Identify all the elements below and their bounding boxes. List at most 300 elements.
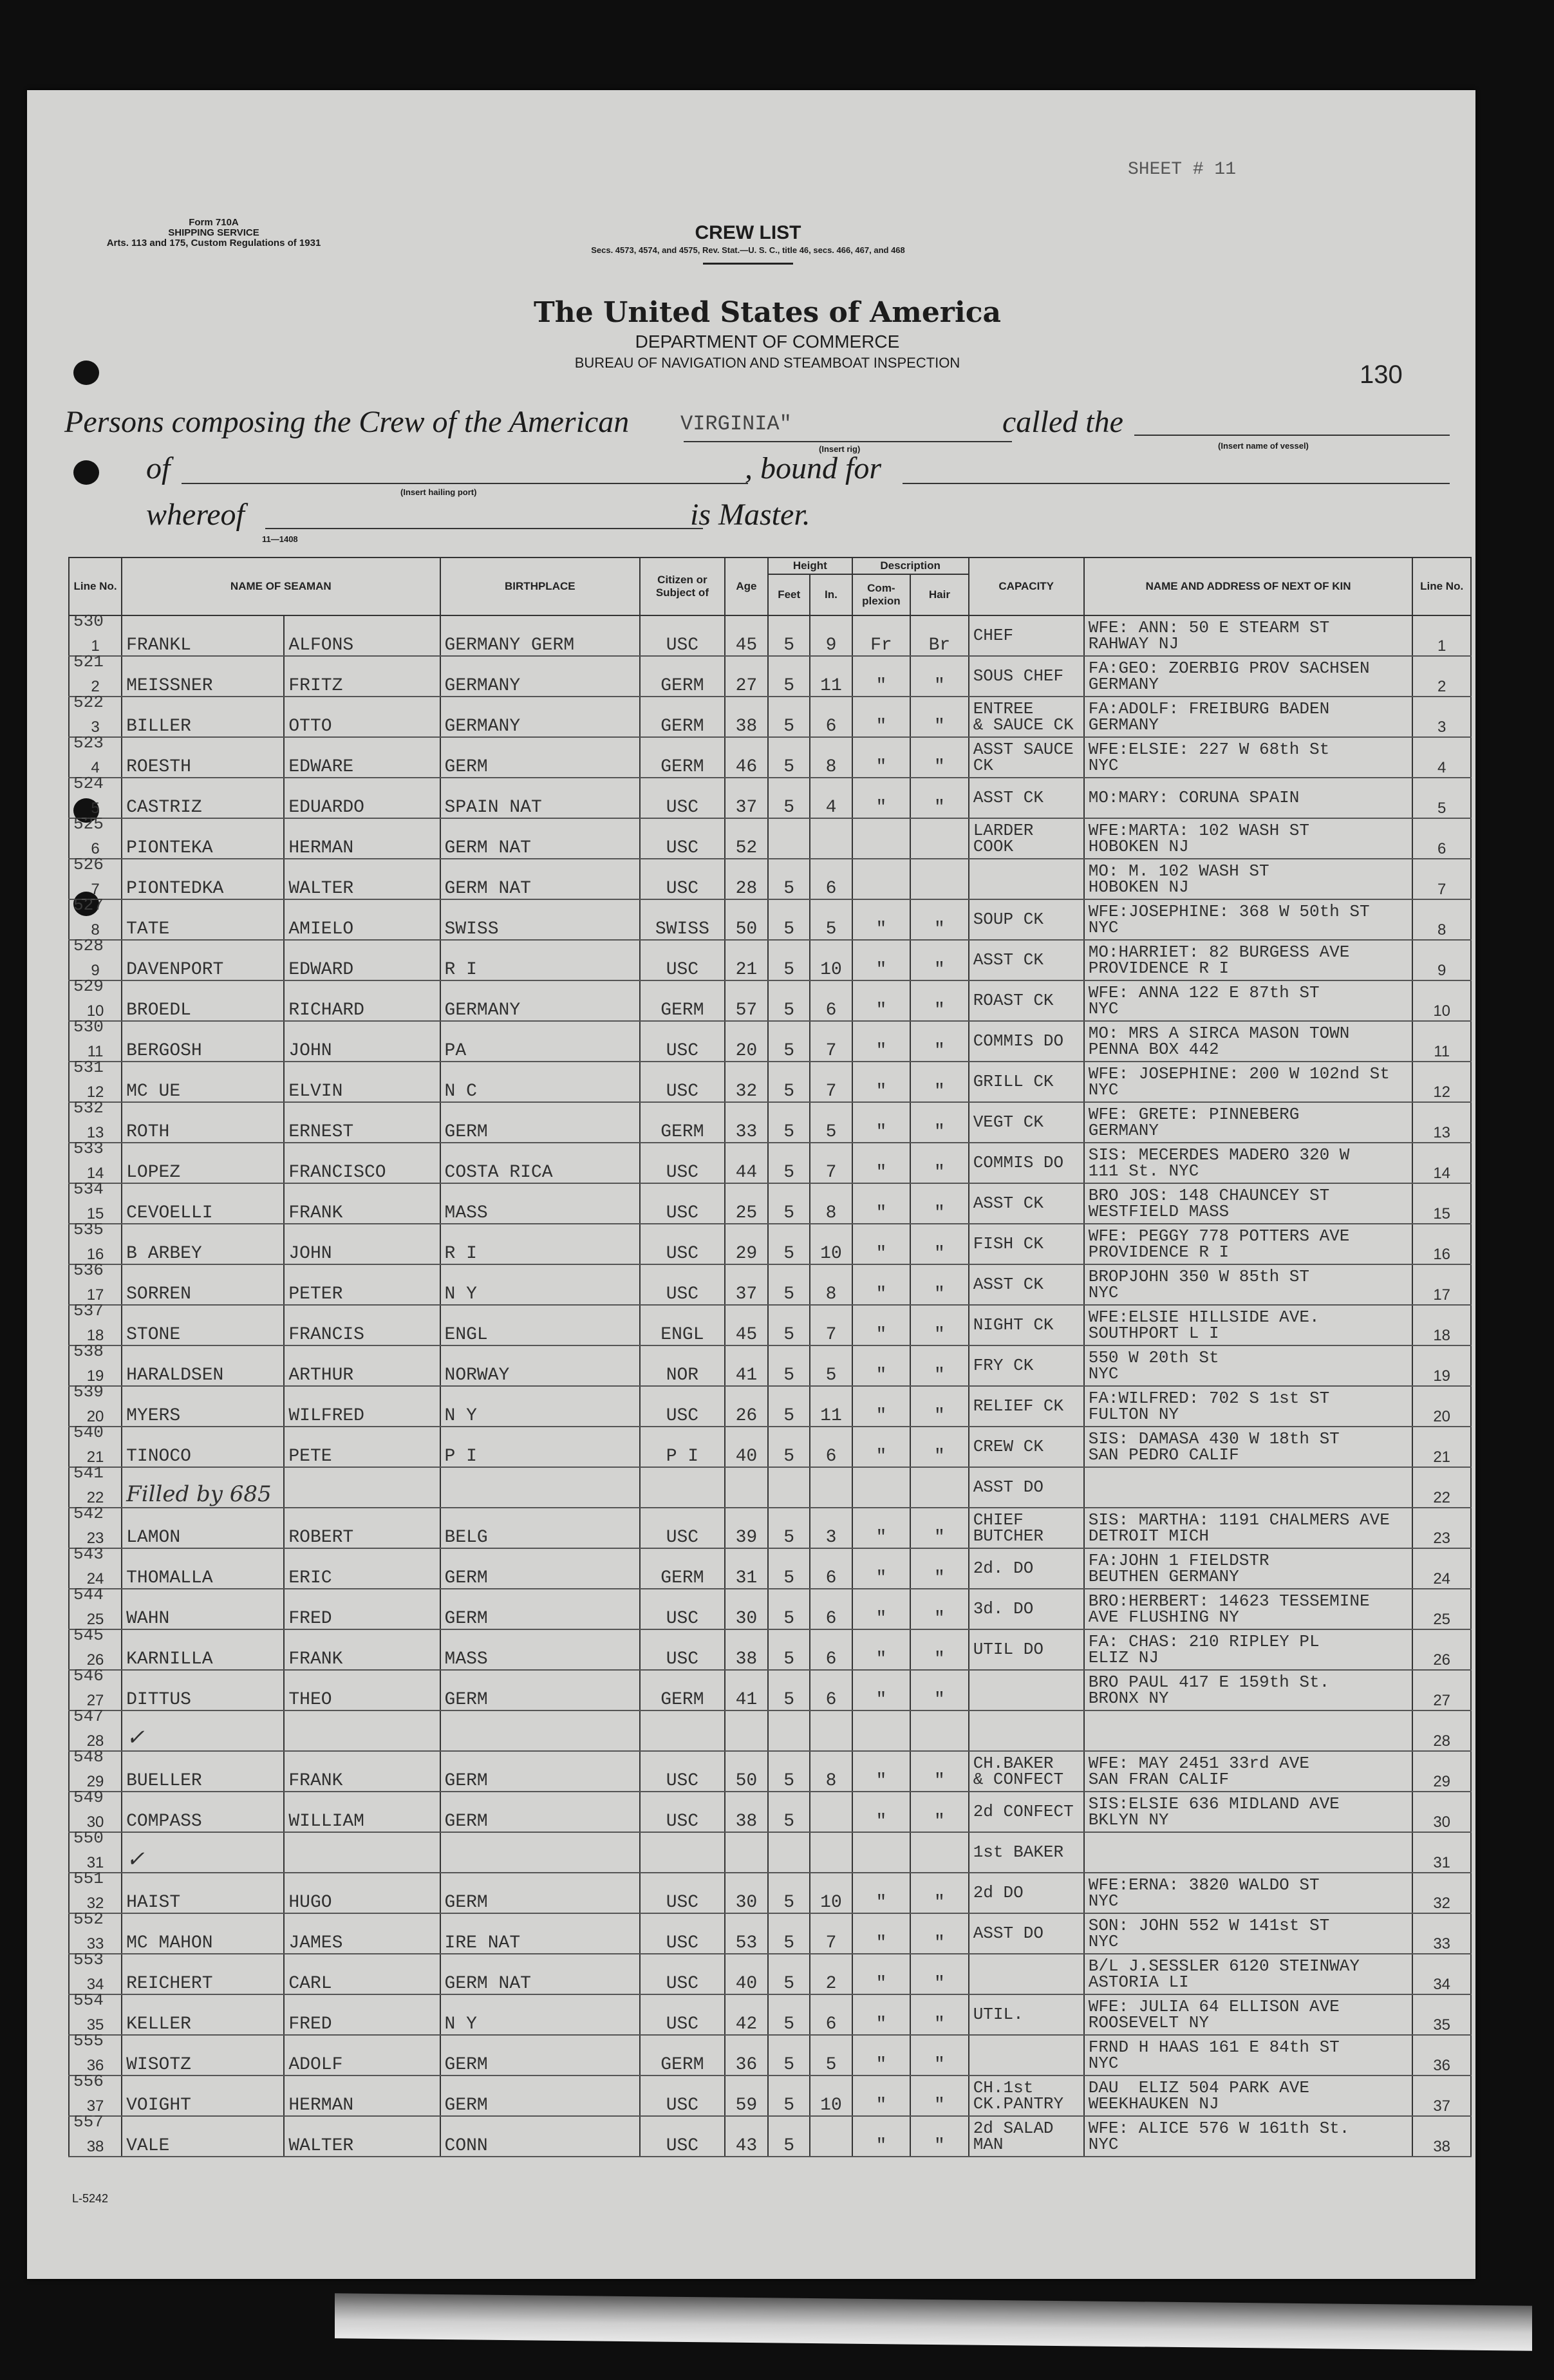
seaman-last-name: MC MAHON	[122, 1913, 284, 1954]
line-number-right: 15	[1412, 1183, 1471, 1224]
sequence-number: 534	[73, 1179, 104, 1199]
seaman-last-name: BUELLER	[122, 1751, 284, 1792]
scanner-edge	[335, 2293, 1532, 2350]
line-number-right: 22	[1412, 1467, 1471, 1508]
line-number: 25	[69, 1589, 122, 1629]
col-description: Description	[852, 558, 969, 574]
sequence-number: 557	[73, 2112, 104, 2132]
citizenship: USC	[640, 1913, 725, 1954]
line-number-right: 7	[1412, 859, 1471, 899]
height-feet: 5	[768, 1427, 810, 1467]
col-birthplace: BIRTHPLACE	[440, 558, 641, 615]
birthplace: GERM	[440, 1873, 641, 1913]
capacity: FISH CK	[969, 1224, 1084, 1264]
seaman-last-name: REICHERT	[122, 1954, 284, 1994]
line-number-right: 21	[1412, 1427, 1471, 1467]
hair: "	[910, 656, 969, 697]
height-inches: 6	[810, 980, 852, 1021]
next-of-kin: WFE: GRETE: PINNEBERG GERMANY	[1084, 1102, 1413, 1143]
col-age: Age	[725, 558, 768, 615]
hair: "	[910, 2075, 969, 2116]
seaman-first-name: ELVIN	[284, 1062, 440, 1102]
complexion: "	[852, 656, 911, 697]
next-of-kin: B/L J.SESSLER 6120 STEINWAY ASTORIA LI	[1084, 1954, 1413, 1994]
height-feet: 5	[768, 1629, 810, 1670]
line-number: 31	[69, 1832, 122, 1873]
seaman-first-name: AMIELO	[284, 899, 440, 940]
seaman-last-name: PIONTEDKA	[122, 859, 284, 899]
line-number: 7	[69, 859, 122, 899]
form-number: Form 710A	[189, 217, 239, 228]
age: 32	[725, 1062, 768, 1102]
line-number-right: 12	[1412, 1062, 1471, 1102]
citizenship: USC	[640, 818, 725, 859]
seaman-first-name: EDWARE	[284, 737, 440, 778]
hair: "	[910, 1629, 969, 1670]
sequence-number: 544	[73, 1585, 104, 1604]
citizenship: GERM	[640, 2035, 725, 2075]
height-feet: 5	[768, 980, 810, 1021]
line-number-right: 32	[1412, 1873, 1471, 1913]
height-feet: 5	[768, 1913, 810, 1954]
height-feet	[768, 1832, 810, 1873]
capacity: 1st BAKER	[969, 1832, 1084, 1873]
height-inches: 5	[810, 1345, 852, 1386]
line-number: 2	[69, 656, 122, 697]
height-feet: 5	[768, 1548, 810, 1589]
birthplace: GERM	[440, 1670, 641, 1710]
sequence-number: 525	[73, 814, 104, 834]
col-feet: Feet	[768, 574, 810, 615]
capacity: CHIEF BUTCHER	[969, 1508, 1084, 1548]
seaman-first-name: ROBERT	[284, 1508, 440, 1548]
seaman-last-name: MEISSNER	[122, 656, 284, 697]
col-height: Height	[768, 558, 852, 574]
crew-row	[69, 818, 1471, 859]
line-number: 9	[69, 940, 122, 980]
sequence-number: 521	[73, 652, 104, 671]
complexion	[852, 1710, 911, 1751]
line-number-right: 30	[1412, 1792, 1471, 1832]
next-of-kin: WFE:ERNA: 3820 WALDO ST NYC	[1084, 1873, 1413, 1913]
line-number: 14	[69, 1143, 122, 1183]
next-of-kin: BROPJOHN 350 W 85th ST NYC	[1084, 1264, 1413, 1305]
next-of-kin: WFE: MAY 2451 33rd AVE SAN FRAN CALIF	[1084, 1751, 1413, 1792]
capacity: ASST CK	[969, 1183, 1084, 1224]
birthplace: COSTA RICA	[440, 1143, 641, 1183]
seaman-last-name: WISOTZ	[122, 2035, 284, 2075]
next-of-kin: SIS: MECERDES MADERO 320 W 111 St. NYC	[1084, 1143, 1413, 1183]
citizenship	[640, 1710, 725, 1751]
height-inches: 10	[810, 940, 852, 980]
line-number-right: 35	[1412, 1994, 1471, 2035]
hair	[910, 1467, 969, 1508]
crew-row	[69, 940, 1471, 980]
next-of-kin: FA:ADOLF: FREIBURG BADEN GERMANY	[1084, 697, 1413, 737]
birthplace: N C	[440, 1062, 641, 1102]
birthplace: CONN	[440, 2116, 641, 2157]
crew-row	[69, 1954, 1471, 1994]
height-feet: 5	[768, 737, 810, 778]
complexion: "	[852, 1873, 911, 1913]
citizenship: USC	[640, 1143, 725, 1183]
capacity: FRY CK	[969, 1345, 1084, 1386]
line-number: 10	[69, 980, 122, 1021]
next-of-kin: SIS:ELSIE 636 MIDLAND AVE BKLYN NY	[1084, 1792, 1413, 1832]
bound-for-label: , bound for	[745, 451, 882, 485]
birthplace	[440, 1832, 641, 1873]
crew-row	[69, 1305, 1471, 1345]
next-of-kin: WFE: JOSEPHINE: 200 W 102nd St NYC	[1084, 1062, 1413, 1102]
complexion	[852, 859, 911, 899]
capacity: ASST DO	[969, 1913, 1084, 1954]
capacity	[969, 2035, 1084, 2075]
complexion: "	[852, 1183, 911, 1224]
birthplace	[440, 1710, 641, 1751]
is-master-label: is Master.	[690, 498, 810, 532]
line-number-right: 10	[1412, 980, 1471, 1021]
capacity: ASST DO	[969, 1467, 1084, 1508]
birthplace: GERM	[440, 1548, 641, 1589]
citizenship: NOR	[640, 1345, 725, 1386]
height-inches: 7	[810, 1913, 852, 1954]
sequence-number: 551	[73, 1869, 104, 1888]
citizenship: USC	[640, 1792, 725, 1832]
height-inches	[810, 1792, 852, 1832]
seaman-last-name: SORREN	[122, 1264, 284, 1305]
hair: "	[910, 1305, 969, 1345]
capacity: 2d SALAD MAN	[969, 2116, 1084, 2157]
sequence-number: 522	[73, 693, 104, 712]
next-of-kin: WFE: ANN: 50 E STEARM ST RAHWAY NJ	[1084, 615, 1413, 656]
birthplace: GERMANY	[440, 980, 641, 1021]
hair: "	[910, 1873, 969, 1913]
citizenship: USC	[640, 1062, 725, 1102]
sequence-number: 542	[73, 1504, 104, 1523]
seaman-last-name: KARNILLA	[122, 1629, 284, 1670]
sequence-number: 541	[73, 1463, 104, 1483]
sequence-number: 545	[73, 1626, 104, 1645]
capacity: ENTREE & SAUCE CK	[969, 697, 1084, 737]
birthplace: GERM	[440, 737, 641, 778]
sequence-number: 532	[73, 1098, 104, 1118]
line-number-right: 26	[1412, 1629, 1471, 1670]
crew-row	[69, 1589, 1471, 1629]
crew-row	[69, 1467, 1471, 1508]
height-feet: 5	[768, 1143, 810, 1183]
age	[725, 1710, 768, 1751]
height-inches	[810, 1467, 852, 1508]
col-citizen: Citizen or Subject of	[640, 558, 725, 615]
birthplace: P I	[440, 1427, 641, 1467]
next-of-kin: SIS: MARTHA: 1191 CHALMERS AVE DETROIT MICH	[1084, 1508, 1413, 1548]
citizenship: USC	[640, 1994, 725, 2035]
seaman-last-name: ✓	[122, 1832, 284, 1873]
height-feet: 5	[768, 778, 810, 818]
complexion: "	[852, 1224, 911, 1264]
height-feet: 5	[768, 1751, 810, 1792]
crew-row	[69, 1873, 1471, 1913]
height-inches: 10	[810, 1224, 852, 1264]
line-number-right: 14	[1412, 1143, 1471, 1183]
height-inches	[810, 2116, 852, 2157]
line-number-right: 20	[1412, 1386, 1471, 1427]
seaman-first-name: FRED	[284, 1994, 440, 2035]
height-feet: 5	[768, 1386, 810, 1427]
citizenship: USC	[640, 859, 725, 899]
crew-rows	[69, 615, 1471, 2157]
capacity: CREW CK	[969, 1427, 1084, 1467]
crew-row	[69, 1994, 1471, 2035]
height-feet: 5	[768, 1954, 810, 1994]
birthplace: ENGL	[440, 1305, 641, 1345]
height-inches: 7	[810, 1021, 852, 1062]
complexion	[852, 818, 911, 859]
line-number: 19	[69, 1345, 122, 1386]
hair: "	[910, 1954, 969, 1994]
crew-row	[69, 1264, 1471, 1305]
age: 27	[725, 656, 768, 697]
line-number-right: 2	[1412, 656, 1471, 697]
line-number: 32	[69, 1873, 122, 1913]
rig-hint: (Insert rig)	[819, 444, 861, 454]
line-number-right: 24	[1412, 1548, 1471, 1589]
height-feet	[768, 1467, 810, 1508]
sequence-number: 549	[73, 1788, 104, 1807]
capacity: ASST CK	[969, 1264, 1084, 1305]
seaman-last-name: MC UE	[122, 1062, 284, 1102]
height-inches: 3	[810, 1508, 852, 1548]
height-inches: 6	[810, 1427, 852, 1467]
age	[725, 1467, 768, 1508]
next-of-kin: SIS: DAMASA 430 W 18th ST SAN PEDRO CALIF	[1084, 1427, 1413, 1467]
hair	[910, 818, 969, 859]
col-hair: Hair	[910, 574, 969, 615]
seaman-first-name: WILLIAM	[284, 1792, 440, 1832]
birthplace: NORWAY	[440, 1345, 641, 1386]
complexion: "	[852, 1751, 911, 1792]
seaman-last-name: ✓	[122, 1710, 284, 1751]
age: 29	[725, 1224, 768, 1264]
form-info	[59, 218, 368, 248]
crew-row	[69, 1427, 1471, 1467]
age: 53	[725, 1913, 768, 1954]
line-number-right: 27	[1412, 1670, 1471, 1710]
next-of-kin: WFE: ANNA 122 E 87th ST NYC	[1084, 980, 1413, 1021]
age: 45	[725, 1305, 768, 1345]
crew-row	[69, 615, 1471, 656]
age: 31	[725, 1548, 768, 1589]
age: 41	[725, 1670, 768, 1710]
line-number: 36	[69, 2035, 122, 2075]
seaman-last-name: MYERS	[122, 1386, 284, 1427]
citizenship	[640, 1467, 725, 1508]
height-inches: 6	[810, 1994, 852, 2035]
capacity: GRILL CK	[969, 1062, 1084, 1102]
hair: "	[910, 1670, 969, 1710]
height-inches: 6	[810, 1670, 852, 1710]
age	[725, 1832, 768, 1873]
capacity: ASST CK	[969, 940, 1084, 980]
height-inches: 11	[810, 656, 852, 697]
age: 43	[725, 2116, 768, 2157]
crew-row	[69, 1913, 1471, 1954]
age: 20	[725, 1021, 768, 1062]
line-number-right: 17	[1412, 1264, 1471, 1305]
sequence-number: 539	[73, 1382, 104, 1401]
citizenship: USC	[640, 2075, 725, 2116]
sequence-number: 556	[73, 2072, 104, 2091]
height-inches: 10	[810, 1873, 852, 1913]
seaman-last-name: BILLER	[122, 697, 284, 737]
crew-row	[69, 1224, 1471, 1264]
line-number-right: 37	[1412, 2075, 1471, 2116]
citizenship: GERM	[640, 656, 725, 697]
complexion: "	[852, 737, 911, 778]
next-of-kin: MO:HARRIET: 82 BURGESS AVE PROVIDENCE R I	[1084, 940, 1413, 980]
next-of-kin: WFE:ELSIE HILLSIDE AVE. SOUTHPORT L I	[1084, 1305, 1413, 1345]
complexion: "	[852, 2075, 911, 2116]
sequence-number: 530	[73, 1017, 104, 1036]
col-line-no: Line No.	[69, 558, 122, 615]
capacity: UTIL DO	[969, 1629, 1084, 1670]
sequence-number: 535	[73, 1220, 104, 1239]
age: 38	[725, 1629, 768, 1670]
capacity: 3d. DO	[969, 1589, 1084, 1629]
line-number-right: 34	[1412, 1954, 1471, 1994]
document-title: CREW LIST	[695, 222, 801, 243]
age: 33	[725, 1102, 768, 1143]
capacity: 2d DO	[969, 1873, 1084, 1913]
citizenship: GERM	[640, 1548, 725, 1589]
birthplace: GERMANY GERM	[440, 615, 641, 656]
birthplace: N Y	[440, 1994, 641, 2035]
birthplace: GERM	[440, 1792, 641, 1832]
line-number-right: 29	[1412, 1751, 1471, 1792]
seaman-first-name: THEO	[284, 1670, 440, 1710]
height-feet: 5	[768, 1589, 810, 1629]
next-of-kin: MO: MRS A SIRCA MASON TOWN PENNA BOX 442	[1084, 1021, 1413, 1062]
line-number: 3	[69, 697, 122, 737]
col-inches: In.	[810, 574, 852, 615]
punch-hole-icon	[73, 361, 99, 385]
line-number: 37	[69, 2075, 122, 2116]
birthplace: GERM	[440, 1102, 641, 1143]
hair: "	[910, 697, 969, 737]
capacity: COMMIS DO	[969, 1143, 1084, 1183]
department-name: DEPARTMENT OF COMMERCE	[635, 332, 900, 351]
height-feet	[768, 1710, 810, 1751]
capacity: RELIEF CK	[969, 1386, 1084, 1427]
seaman-first-name: OTTO	[284, 697, 440, 737]
birthplace: GERM	[440, 2035, 641, 2075]
complexion: "	[852, 980, 911, 1021]
height-inches: 5	[810, 1102, 852, 1143]
crew-row	[69, 778, 1471, 818]
height-inches: 8	[810, 737, 852, 778]
seaman-last-name: DITTUS	[122, 1670, 284, 1710]
punch-hole-icon	[73, 460, 99, 485]
complexion	[852, 1832, 911, 1873]
capacity: CH.1st CK.PANTRY	[969, 2075, 1084, 2116]
birthplace: R I	[440, 940, 641, 980]
next-of-kin: 550 W 20th St NYC	[1084, 1345, 1413, 1386]
citizenship: GERM	[640, 1102, 725, 1143]
seaman-last-name: TINOCO	[122, 1427, 284, 1467]
line-number: 21	[69, 1427, 122, 1467]
hair: "	[910, 940, 969, 980]
birthplace: MASS	[440, 1183, 641, 1224]
birthplace: IRE NAT	[440, 1913, 641, 1954]
crew-row	[69, 1183, 1471, 1224]
age: 37	[725, 1264, 768, 1305]
capacity: COMMIS DO	[969, 1021, 1084, 1062]
crew-row	[69, 656, 1471, 697]
height-inches: 8	[810, 1183, 852, 1224]
age: 41	[725, 1345, 768, 1386]
birthplace: GERM NAT	[440, 859, 641, 899]
next-of-kin: WFE: ALICE 576 W 161th St. NYC	[1084, 2116, 1413, 2157]
next-of-kin: SON: JOHN 552 W 141st ST NYC	[1084, 1913, 1413, 1954]
crew-row	[69, 1508, 1471, 1548]
hair: "	[910, 1792, 969, 1832]
line-number-right: 25	[1412, 1589, 1471, 1629]
seaman-first-name: FRED	[284, 1589, 440, 1629]
seaman-first-name: HUGO	[284, 1873, 440, 1913]
birthplace: N Y	[440, 1386, 641, 1427]
line-number-right: 5	[1412, 778, 1471, 818]
hair: "	[910, 1021, 969, 1062]
of-label: of	[146, 451, 171, 485]
col-line-no-right: Line No.	[1412, 558, 1471, 615]
next-of-kin: WFE:MARTA: 102 WASH ST HOBOKEN NJ	[1084, 818, 1413, 859]
height-feet: 5	[768, 940, 810, 980]
age: 38	[725, 697, 768, 737]
crew-row	[69, 1832, 1471, 1873]
line-number: 30	[69, 1792, 122, 1832]
hair	[910, 1832, 969, 1873]
citizenship: ENGL	[640, 1305, 725, 1345]
birthplace: SPAIN NAT	[440, 778, 641, 818]
line-number: 4	[69, 737, 122, 778]
capacity: CHEF	[969, 615, 1084, 656]
hailing-hint: (Insert hailing port)	[400, 487, 477, 497]
statute-sections: Secs. 4573, 4574, and 4575, Rev. Stat.—U. S. C., title 46, secs. 466, 467, and 468	[591, 245, 905, 255]
crew-row	[69, 899, 1471, 940]
line-number: 26	[69, 1629, 122, 1670]
next-of-kin: WFE:ELSIE: 227 W 68th St NYC	[1084, 737, 1413, 778]
height-feet: 5	[768, 1183, 810, 1224]
crew-row	[69, 1792, 1471, 1832]
line-number-right: 1	[1412, 615, 1471, 656]
sequence-number: 530	[73, 612, 104, 631]
crew-table	[68, 557, 1472, 2157]
complexion: "	[852, 1508, 911, 1548]
line-number-right: 3	[1412, 697, 1471, 737]
line-number-right: 8	[1412, 899, 1471, 940]
sequence-number: 524	[73, 774, 104, 793]
line-number: 24	[69, 1548, 122, 1589]
height-feet: 5	[768, 899, 810, 940]
birthplace: GERMANY	[440, 656, 641, 697]
citizenship: USC	[640, 2116, 725, 2157]
seaman-first-name: RICHARD	[284, 980, 440, 1021]
seaman-last-name: Filled by 685	[122, 1467, 284, 1508]
citizenship: USC	[640, 1264, 725, 1305]
capacity: ASST CK	[969, 778, 1084, 818]
sequence-number: 546	[73, 1666, 104, 1685]
col-capacity: CAPACITY	[969, 558, 1084, 615]
